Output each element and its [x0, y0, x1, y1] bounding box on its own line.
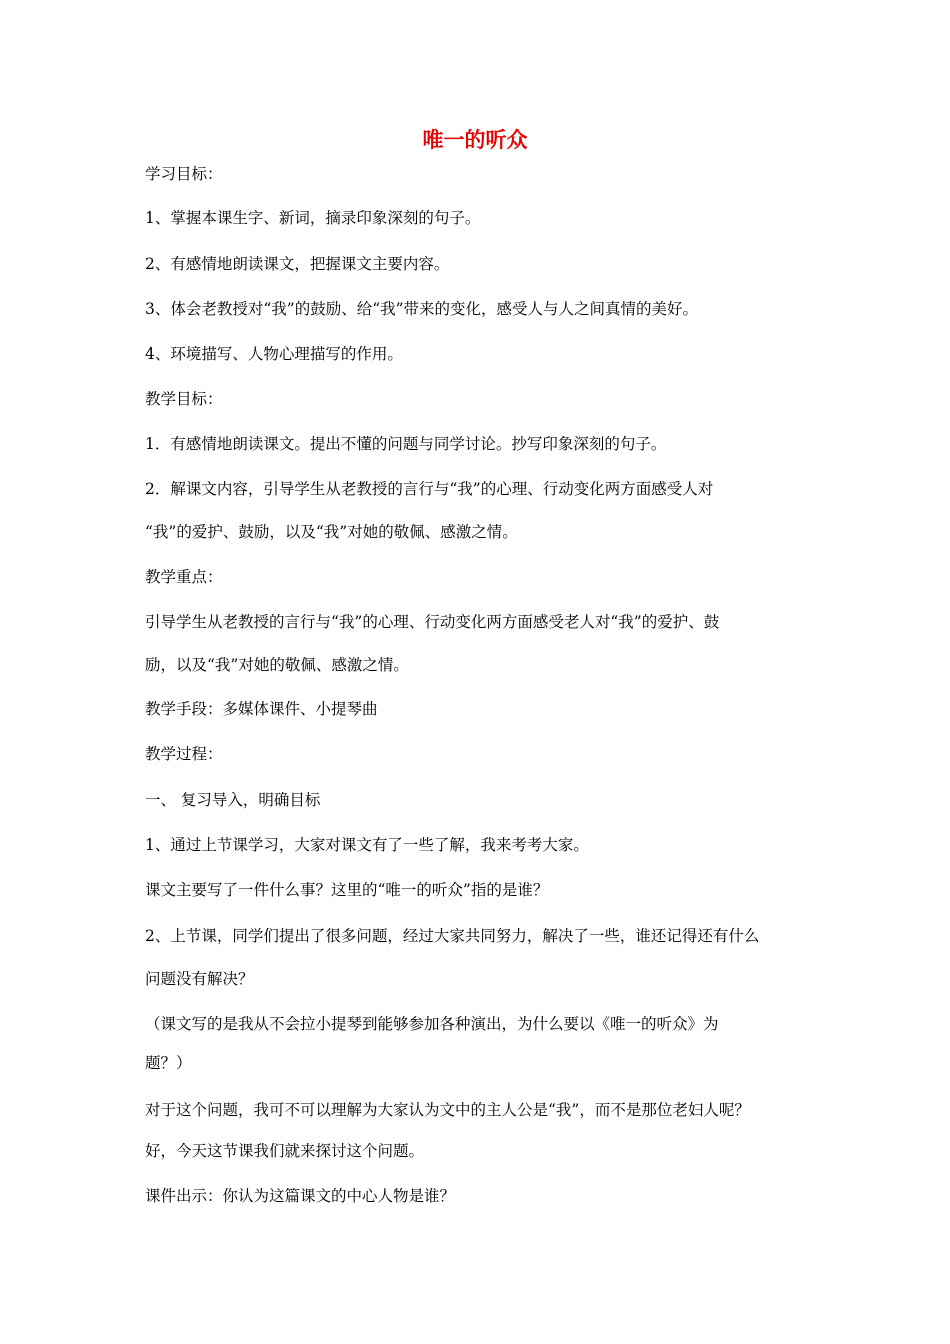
document-title: 唯一的听众 — [422, 128, 528, 152]
text-line: 好，今天这节课我们就来探讨这个问题。 — [145, 1142, 425, 1160]
text-line: 课件出示：你认为这篇课文的中心人物是谁？ — [145, 1187, 456, 1205]
text-line: （课文写的是我从不会拉小提琴到能够参加各种演出，为什么要以《唯一的听众》为 — [145, 1015, 719, 1033]
text-line: 4、环境描写、人物心理描写的作用。 — [145, 345, 403, 363]
text-line: 一、 复习导入，明确目标 — [145, 791, 321, 809]
text-line: “我”的爱护、鼓励，以及“我”对她的敬佩、感激之情。 — [145, 523, 518, 541]
text-line: 课文主要写了一件什么事？这里的“唯一的听众”指的是谁？ — [145, 881, 549, 899]
text-line: 教学重点： — [145, 568, 223, 586]
text-line: 对于这个问题，我可不可以理解为大家认为文中的主人公是“我”，而不是那位老妇人呢？ — [145, 1101, 750, 1119]
text-line: 教学过程： — [145, 745, 223, 763]
text-line: 3、体会老教授对“我”的鼓励、给“我”带来的变化，感受人与人之间真情的美好。 — [145, 300, 699, 318]
text-line: 学习目标： — [145, 165, 223, 183]
text-line: 教学目标： — [145, 390, 223, 408]
text-line: 问题没有解决？ — [145, 970, 254, 988]
text-line: 2、有感情地朗读课文，把握课文主要内容。 — [145, 255, 450, 273]
text-line: 1、掌握本课生字、新词，摘录印象深刻的句子。 — [145, 209, 481, 227]
text-line: 教学手段：多媒体课件、小提琴曲 — [145, 700, 378, 718]
text-line: 引导学生从老教授的言行与“我”的心理、行动变化两方面感受老人对“我”的爱护、鼓 — [145, 613, 720, 631]
text-line: 题？） — [145, 1054, 192, 1072]
text-line: 2．解课文内容，引导学生从老教授的言行与“我”的心理、行动变化两方面感受人对 — [145, 480, 714, 498]
text-line: 励，以及“我”对她的敬佩、感激之情。 — [145, 656, 409, 674]
text-line: 2、上节课，同学们提出了很多问题，经过大家共同努力，解决了一些，谁还记得还有什么 — [145, 927, 760, 945]
text-line: 1．有感情地朗读课文。提出不懂的问题与同学讨论。抄写印象深刻的句子。 — [145, 435, 667, 453]
text-line: 1、通过上节课学习，大家对课文有了一些了解，我来考考大家。 — [145, 836, 589, 854]
